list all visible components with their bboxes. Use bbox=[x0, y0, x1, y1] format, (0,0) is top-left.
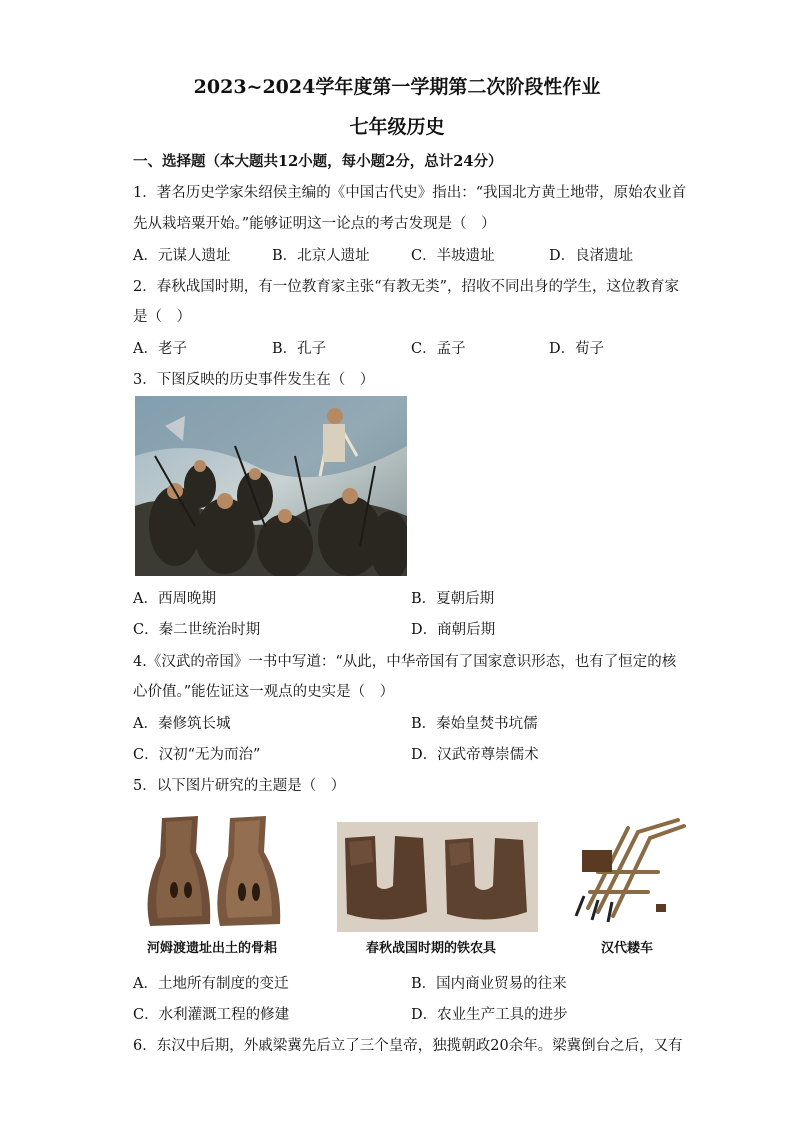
section-heading: 一、选择题（本大题共12小题，每小题2分，总计24分） bbox=[133, 153, 503, 170]
q4-option-c: C．汉初“无为而治” bbox=[133, 747, 261, 763]
exam-title: 2023~2024学年度第一学期第二次阶段性作业 bbox=[193, 76, 601, 98]
q4-option-d: D．汉武帝尊崇儒术 bbox=[411, 747, 539, 763]
q4-stem-line1: 4.《汉武的帝国》一书中写道：“从此，中华帝国有了国家意识形态，也有了恒定的核 bbox=[133, 654, 677, 670]
q4-option-a: A．秦修筑长城 bbox=[133, 716, 231, 732]
caption-seed-drill: 汉代耧车 bbox=[601, 941, 654, 956]
q2-option-b: B．孔子 bbox=[272, 341, 327, 357]
q3-option-d: D．商朝后期 bbox=[411, 622, 496, 638]
q3-option-a: A．西周晚期 bbox=[133, 591, 216, 607]
q5-option-b: B．国内商业贸易的往来 bbox=[411, 976, 567, 992]
q5-option-c: C．水利灌溉工程的修建 bbox=[133, 1007, 290, 1023]
caption-iron-tools: 春秋战国时期的铁农具 bbox=[366, 941, 497, 956]
q3-option-b: B．夏朝后期 bbox=[411, 591, 495, 607]
q5-stem: 5．以下图片研究的主题是（ ） bbox=[133, 778, 346, 794]
seed-drill-image bbox=[568, 812, 688, 930]
bone-spade-image bbox=[140, 812, 295, 930]
q3-option-c: C．秦二世统治时期 bbox=[133, 622, 261, 638]
q5-option-a: A．土地所有制度的变迁 bbox=[133, 976, 289, 992]
caption-bone-spade: 河姆渡遗址出土的骨耜 bbox=[147, 941, 278, 956]
q4-option-b: B．秦始皇焚书坑儒 bbox=[411, 716, 538, 732]
exam-subtitle: 七年级历史 bbox=[349, 116, 445, 138]
q4-stem-line2: 心价值。”能佐证这一观点的史实是（ ） bbox=[133, 684, 395, 700]
q2-stem-line2: 是（ ） bbox=[133, 309, 191, 325]
q1-option-c: C．半坡遗址 bbox=[411, 248, 495, 264]
q5-option-d: D．农业生产工具的进步 bbox=[411, 1007, 568, 1023]
q3-stem: 3．下图反映的历史事件发生在（ ） bbox=[133, 372, 375, 388]
iron-farm-tools-image bbox=[337, 822, 538, 932]
q2-option-a: A．老子 bbox=[133, 341, 187, 357]
q1-option-a: A．元谋人遗址 bbox=[133, 248, 231, 264]
q1-stem-line2: 先从栽培粟开始。”能够证明这一论点的考古发现是（ ） bbox=[133, 216, 496, 232]
q1-option-b: B．北京人遗址 bbox=[272, 248, 370, 264]
q6-stem-line1: 6．东汉中后期，外戚梁冀先后立了三个皇帝，独揽朝政20余年。梁冀倒台之后，又有 bbox=[133, 1038, 683, 1054]
q2-option-c: C．孟子 bbox=[411, 341, 466, 357]
q2-stem-line1: 2．春秋战国时期，有一位教育家主张“有教无类”，招收不同出身的学生，这位教育家 bbox=[133, 279, 680, 295]
uprising-painting bbox=[135, 396, 407, 576]
q1-option-d: D．良渚遗址 bbox=[549, 248, 634, 264]
q1-stem-line1: 1．著名历史学家朱绍侯主编的《中国古代史》指出：“我国北方黄土地带，原始农业首 bbox=[133, 185, 687, 201]
q2-option-d: D．荀子 bbox=[549, 341, 605, 357]
